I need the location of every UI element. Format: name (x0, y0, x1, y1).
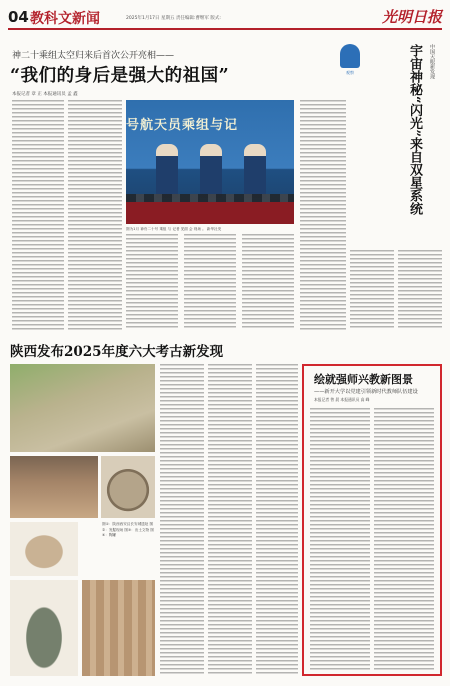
photo-caption: 图为1月 神舟二十号 乘组 与 记者 见面 会 现场 。 新华社发 (126, 227, 222, 231)
page-number: 04 (8, 8, 29, 26)
section-name: 教科文新闻 (30, 11, 100, 27)
side-text-column (300, 100, 346, 330)
lead-kicker: 神二十乘组太空归来后首次公开亮相—— (12, 51, 175, 61)
article-text-column (126, 234, 178, 330)
article-text-column (68, 100, 122, 330)
excavation-site-photo (10, 364, 155, 452)
astronaut-figure (200, 144, 222, 198)
section-title: 陕西发布2025年度六大考古新发现 (10, 344, 224, 360)
archaeology-photo-caption: 图①：陕西西安汉长安城遗址 图②：发掘现场 图③：出土文物 图④：陶罐 (102, 522, 154, 537)
archaeology-text-column (160, 364, 204, 676)
stage-desk (126, 202, 294, 224)
date-line: 2025年1月17日 星期五 责任编辑:曹继军 版式: (126, 16, 221, 21)
side-text-column (350, 250, 394, 330)
astronaut-figure (244, 144, 266, 198)
astronaut-figure (156, 144, 178, 198)
feature-subtitle: ——新开大学以党建引领新时代教师队伍建设 (314, 389, 418, 395)
excavation-pit-photo (10, 456, 98, 518)
telescope-icon (340, 44, 360, 68)
featured-article-box (302, 364, 442, 676)
lead-byline: 本报记者 章 正 本报通讯员 孟 鑫 (12, 92, 78, 97)
lead-headline: “我们的身后是强大的祖国” (10, 66, 230, 86)
feature-headline: 绘就强师兴教新图景 (314, 373, 413, 386)
bronze-disc-photo (101, 456, 155, 518)
article-text-column (242, 234, 294, 330)
article-text-column (12, 100, 64, 330)
photo-banner-text: 号航天员乘组与记 (126, 118, 239, 133)
archaeology-text-column (208, 364, 252, 676)
feature-byline: 本报记者 曾 晨 本报通讯员 高 峰 (314, 397, 370, 402)
pottery-figure-photo (10, 522, 78, 576)
bronze-vessel-photo (10, 580, 78, 676)
feature-text-column (310, 408, 370, 670)
side-text-column (398, 250, 442, 330)
paper-logo: 光明日报 (381, 8, 442, 26)
masthead (8, 6, 442, 30)
archaeology-text-column (256, 364, 298, 676)
feature-text-column (374, 408, 434, 670)
side-badge-label: 观察 (346, 70, 354, 75)
press-conference-photo (126, 100, 294, 224)
side-story-tag: 中国天眼新发现 (429, 44, 435, 79)
side-story-headline: 宇宙神秘“闪光”来自双星系统 (407, 44, 422, 215)
article-text-column (184, 234, 236, 330)
ruins-aerial-photo (82, 580, 155, 676)
